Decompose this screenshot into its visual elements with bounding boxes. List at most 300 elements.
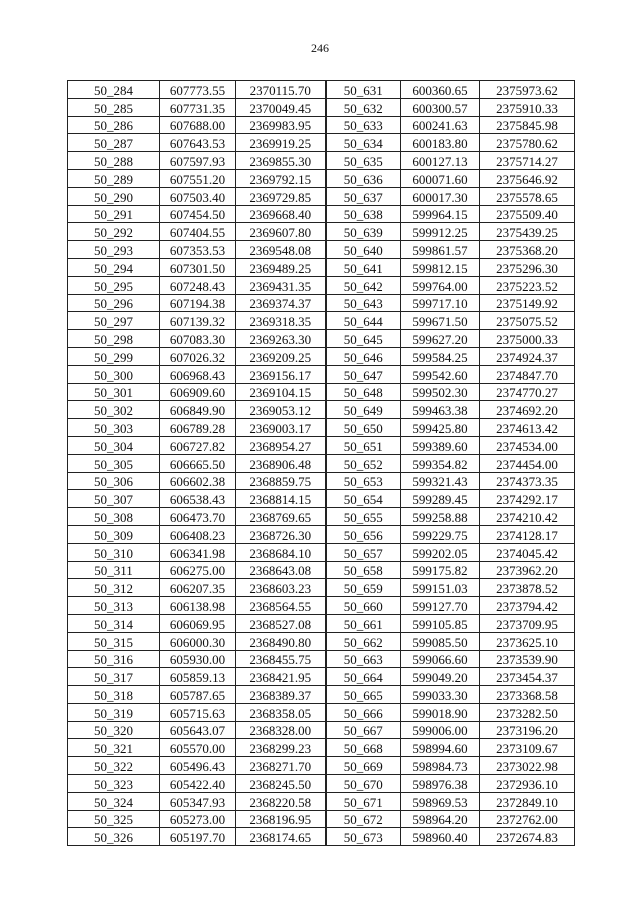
right-y-coordinate-cell: 2375509.40	[480, 205, 575, 223]
table-row	[68, 472, 575, 490]
right-y-coordinate-cell: 2373794.42	[480, 597, 575, 615]
table-row	[68, 597, 575, 615]
table-row	[68, 98, 575, 116]
right-y-coordinate-cell: 2372936.10	[480, 775, 575, 793]
left-x-coordinate-cell: 607026.32	[160, 347, 236, 365]
right-point-id-cell: 50_642	[326, 276, 401, 294]
left-x-coordinate-cell: 607301.50	[160, 258, 236, 276]
right-x-coordinate-cell: 600183.80	[401, 134, 480, 152]
left-y-coordinate-cell: 2368174.65	[236, 828, 326, 846]
left-point-id-cell: 50_298	[68, 330, 160, 348]
right-y-coordinate-cell: 2374210.42	[480, 508, 575, 526]
left-y-coordinate-cell: 2370115.70	[236, 81, 326, 99]
right-y-coordinate-cell: 2374454.00	[480, 454, 575, 472]
left-y-coordinate-cell: 2369919.25	[236, 134, 326, 152]
left-x-coordinate-cell: 606069.95	[160, 614, 236, 632]
right-y-coordinate-cell: 2375578.65	[480, 187, 575, 205]
right-x-coordinate-cell: 599912.25	[401, 223, 480, 241]
right-x-coordinate-cell: 599085.50	[401, 632, 480, 650]
left-y-coordinate-cell: 2369983.95	[236, 116, 326, 134]
right-x-coordinate-cell: 598976.38	[401, 775, 480, 793]
left-point-id-cell: 50_313	[68, 597, 160, 615]
left-x-coordinate-cell: 607454.50	[160, 205, 236, 223]
left-point-id-cell: 50_318	[68, 686, 160, 704]
left-point-id-cell: 50_293	[68, 241, 160, 259]
right-y-coordinate-cell: 2375075.52	[480, 312, 575, 330]
left-point-id-cell: 50_294	[68, 258, 160, 276]
right-point-id-cell: 50_651	[326, 436, 401, 454]
left-y-coordinate-cell: 2369792.15	[236, 169, 326, 187]
table-row	[68, 668, 575, 686]
right-y-coordinate-cell: 2374128.17	[480, 525, 575, 543]
right-point-id-cell: 50_668	[326, 739, 401, 757]
left-y-coordinate-cell: 2369318.35	[236, 312, 326, 330]
left-x-coordinate-cell: 606538.43	[160, 490, 236, 508]
table-row	[68, 614, 575, 632]
right-x-coordinate-cell: 599049.20	[401, 668, 480, 686]
right-y-coordinate-cell: 2374770.27	[480, 383, 575, 401]
left-y-coordinate-cell: 2368299.23	[236, 739, 326, 757]
left-x-coordinate-cell: 605930.00	[160, 650, 236, 668]
left-x-coordinate-cell: 605347.93	[160, 792, 236, 810]
right-y-coordinate-cell: 2375646.92	[480, 169, 575, 187]
right-x-coordinate-cell: 598960.40	[401, 828, 480, 846]
left-y-coordinate-cell: 2368954.27	[236, 436, 326, 454]
right-point-id-cell: 50_655	[326, 508, 401, 526]
left-point-id-cell: 50_310	[68, 543, 160, 561]
right-y-coordinate-cell: 2373196.20	[480, 721, 575, 739]
right-point-id-cell: 50_636	[326, 169, 401, 187]
right-y-coordinate-cell: 2373454.37	[480, 668, 575, 686]
right-y-coordinate-cell: 2373625.10	[480, 632, 575, 650]
table-row	[68, 383, 575, 401]
table-row	[68, 490, 575, 508]
left-y-coordinate-cell: 2368389.37	[236, 686, 326, 704]
left-y-coordinate-cell: 2368684.10	[236, 543, 326, 561]
left-point-id-cell: 50_295	[68, 276, 160, 294]
right-y-coordinate-cell: 2373539.90	[480, 650, 575, 668]
right-x-coordinate-cell: 599717.10	[401, 294, 480, 312]
right-y-coordinate-cell: 2374692.20	[480, 401, 575, 419]
right-x-coordinate-cell: 599463.38	[401, 401, 480, 419]
left-point-id-cell: 50_324	[68, 792, 160, 810]
right-y-coordinate-cell: 2375149.92	[480, 294, 575, 312]
left-x-coordinate-cell: 605715.63	[160, 703, 236, 721]
right-point-id-cell: 50_654	[326, 490, 401, 508]
right-y-coordinate-cell: 2375910.33	[480, 98, 575, 116]
left-x-coordinate-cell: 607353.53	[160, 241, 236, 259]
right-point-id-cell: 50_650	[326, 419, 401, 437]
right-y-coordinate-cell: 2373878.52	[480, 579, 575, 597]
left-y-coordinate-cell: 2368328.00	[236, 721, 326, 739]
right-x-coordinate-cell: 600360.65	[401, 81, 480, 99]
left-point-id-cell: 50_315	[68, 632, 160, 650]
right-point-id-cell: 50_663	[326, 650, 401, 668]
left-point-id-cell: 50_297	[68, 312, 160, 330]
table-row	[68, 650, 575, 668]
left-y-coordinate-cell: 2369489.25	[236, 258, 326, 276]
left-point-id-cell: 50_285	[68, 98, 160, 116]
left-y-coordinate-cell: 2369548.08	[236, 241, 326, 259]
left-point-id-cell: 50_326	[68, 828, 160, 846]
left-x-coordinate-cell: 607404.55	[160, 223, 236, 241]
right-x-coordinate-cell: 600300.57	[401, 98, 480, 116]
right-point-id-cell: 50_640	[326, 241, 401, 259]
table-row	[68, 258, 575, 276]
right-x-coordinate-cell: 599764.00	[401, 276, 480, 294]
left-point-id-cell: 50_302	[68, 401, 160, 419]
right-x-coordinate-cell: 599425.80	[401, 419, 480, 437]
left-point-id-cell: 50_287	[68, 134, 160, 152]
table-row	[68, 775, 575, 793]
table-row	[68, 312, 575, 330]
right-y-coordinate-cell: 2374292.17	[480, 490, 575, 508]
right-x-coordinate-cell: 599542.60	[401, 365, 480, 383]
right-point-id-cell: 50_641	[326, 258, 401, 276]
right-point-id-cell: 50_660	[326, 597, 401, 615]
left-x-coordinate-cell: 605643.07	[160, 721, 236, 739]
right-x-coordinate-cell: 599127.70	[401, 597, 480, 615]
right-y-coordinate-cell: 2374373.35	[480, 472, 575, 490]
right-x-coordinate-cell: 598984.73	[401, 757, 480, 775]
left-y-coordinate-cell: 2369607.80	[236, 223, 326, 241]
left-point-id-cell: 50_296	[68, 294, 160, 312]
right-y-coordinate-cell: 2375780.62	[480, 134, 575, 152]
table-row	[68, 686, 575, 704]
table-row	[68, 525, 575, 543]
right-y-coordinate-cell: 2375714.27	[480, 152, 575, 170]
left-point-id-cell: 50_320	[68, 721, 160, 739]
left-x-coordinate-cell: 606665.50	[160, 454, 236, 472]
left-y-coordinate-cell: 2368814.15	[236, 490, 326, 508]
right-x-coordinate-cell: 600017.30	[401, 187, 480, 205]
left-y-coordinate-cell: 2369855.30	[236, 152, 326, 170]
left-x-coordinate-cell: 606968.43	[160, 365, 236, 383]
right-y-coordinate-cell: 2373368.58	[480, 686, 575, 704]
left-x-coordinate-cell: 607597.93	[160, 152, 236, 170]
left-x-coordinate-cell: 607083.30	[160, 330, 236, 348]
left-x-coordinate-cell: 606849.90	[160, 401, 236, 419]
left-point-id-cell: 50_308	[68, 508, 160, 526]
right-x-coordinate-cell: 599321.43	[401, 472, 480, 490]
left-y-coordinate-cell: 2368220.58	[236, 792, 326, 810]
left-x-coordinate-cell: 606727.82	[160, 436, 236, 454]
right-x-coordinate-cell: 598964.20	[401, 810, 480, 828]
right-point-id-cell: 50_645	[326, 330, 401, 348]
left-y-coordinate-cell: 2368564.55	[236, 597, 326, 615]
table-row	[68, 330, 575, 348]
right-y-coordinate-cell: 2375296.30	[480, 258, 575, 276]
table-row	[68, 703, 575, 721]
left-y-coordinate-cell: 2368490.80	[236, 632, 326, 650]
left-y-coordinate-cell: 2368726.30	[236, 525, 326, 543]
left-y-coordinate-cell: 2369053.12	[236, 401, 326, 419]
right-x-coordinate-cell: 599354.82	[401, 454, 480, 472]
right-y-coordinate-cell: 2375368.20	[480, 241, 575, 259]
right-point-id-cell: 50_652	[326, 454, 401, 472]
left-point-id-cell: 50_319	[68, 703, 160, 721]
left-point-id-cell: 50_289	[68, 169, 160, 187]
table-row	[68, 454, 575, 472]
right-point-id-cell: 50_637	[326, 187, 401, 205]
left-x-coordinate-cell: 606275.00	[160, 561, 236, 579]
right-y-coordinate-cell: 2374045.42	[480, 543, 575, 561]
table-row	[68, 579, 575, 597]
left-x-coordinate-cell: 607551.20	[160, 169, 236, 187]
right-point-id-cell: 50_659	[326, 579, 401, 597]
right-point-id-cell: 50_649	[326, 401, 401, 419]
right-point-id-cell: 50_634	[326, 134, 401, 152]
table-row	[68, 365, 575, 383]
table-row	[68, 810, 575, 828]
right-point-id-cell: 50_647	[326, 365, 401, 383]
right-x-coordinate-cell: 600241.63	[401, 116, 480, 134]
right-y-coordinate-cell: 2374613.42	[480, 419, 575, 437]
left-point-id-cell: 50_303	[68, 419, 160, 437]
right-x-coordinate-cell: 599066.60	[401, 650, 480, 668]
left-x-coordinate-cell: 606408.23	[160, 525, 236, 543]
right-y-coordinate-cell: 2373282.50	[480, 703, 575, 721]
right-x-coordinate-cell: 599105.85	[401, 614, 480, 632]
right-x-coordinate-cell: 599033.30	[401, 686, 480, 704]
table-row	[68, 401, 575, 419]
left-y-coordinate-cell: 2368455.75	[236, 650, 326, 668]
right-point-id-cell: 50_631	[326, 81, 401, 99]
left-y-coordinate-cell: 2369209.25	[236, 347, 326, 365]
table-row	[68, 205, 575, 223]
right-y-coordinate-cell: 2375973.62	[480, 81, 575, 99]
right-x-coordinate-cell: 599812.15	[401, 258, 480, 276]
table-row	[68, 828, 575, 846]
right-y-coordinate-cell: 2372762.00	[480, 810, 575, 828]
left-x-coordinate-cell: 607248.43	[160, 276, 236, 294]
left-y-coordinate-cell: 2368421.95	[236, 668, 326, 686]
left-x-coordinate-cell: 605787.65	[160, 686, 236, 704]
left-y-coordinate-cell: 2369104.15	[236, 383, 326, 401]
left-point-id-cell: 50_305	[68, 454, 160, 472]
right-point-id-cell: 50_648	[326, 383, 401, 401]
right-x-coordinate-cell: 599584.25	[401, 347, 480, 365]
left-y-coordinate-cell: 2368196.95	[236, 810, 326, 828]
left-x-coordinate-cell: 605570.00	[160, 739, 236, 757]
left-y-coordinate-cell: 2368769.65	[236, 508, 326, 526]
left-x-coordinate-cell: 606000.30	[160, 632, 236, 650]
right-y-coordinate-cell: 2375000.33	[480, 330, 575, 348]
right-point-id-cell: 50_666	[326, 703, 401, 721]
right-y-coordinate-cell: 2374924.37	[480, 347, 575, 365]
left-y-coordinate-cell: 2368358.05	[236, 703, 326, 721]
right-y-coordinate-cell: 2375439.25	[480, 223, 575, 241]
left-point-id-cell: 50_307	[68, 490, 160, 508]
right-x-coordinate-cell: 598969.53	[401, 792, 480, 810]
left-point-id-cell: 50_323	[68, 775, 160, 793]
right-point-id-cell: 50_670	[326, 775, 401, 793]
right-point-id-cell: 50_665	[326, 686, 401, 704]
table-row	[68, 223, 575, 241]
left-x-coordinate-cell: 605273.00	[160, 810, 236, 828]
right-y-coordinate-cell: 2374847.70	[480, 365, 575, 383]
right-y-coordinate-cell: 2375223.52	[480, 276, 575, 294]
left-point-id-cell: 50_325	[68, 810, 160, 828]
left-y-coordinate-cell: 2368603.23	[236, 579, 326, 597]
left-y-coordinate-cell: 2369668.40	[236, 205, 326, 223]
table-row	[68, 561, 575, 579]
table-row	[68, 347, 575, 365]
left-x-coordinate-cell: 606602.38	[160, 472, 236, 490]
table-row	[68, 721, 575, 739]
left-point-id-cell: 50_312	[68, 579, 160, 597]
left-point-id-cell: 50_284	[68, 81, 160, 99]
left-point-id-cell: 50_314	[68, 614, 160, 632]
right-x-coordinate-cell: 598994.60	[401, 739, 480, 757]
left-point-id-cell: 50_321	[68, 739, 160, 757]
left-point-id-cell: 50_288	[68, 152, 160, 170]
right-x-coordinate-cell: 599861.57	[401, 241, 480, 259]
left-point-id-cell: 50_304	[68, 436, 160, 454]
right-x-coordinate-cell: 599502.30	[401, 383, 480, 401]
left-point-id-cell: 50_316	[68, 650, 160, 668]
left-x-coordinate-cell: 607194.38	[160, 294, 236, 312]
right-y-coordinate-cell: 2373962.20	[480, 561, 575, 579]
right-point-id-cell: 50_644	[326, 312, 401, 330]
table-row	[68, 294, 575, 312]
left-y-coordinate-cell: 2369156.17	[236, 365, 326, 383]
right-point-id-cell: 50_671	[326, 792, 401, 810]
left-y-coordinate-cell: 2368859.75	[236, 472, 326, 490]
right-point-id-cell: 50_669	[326, 757, 401, 775]
table-row	[68, 792, 575, 810]
left-x-coordinate-cell: 607773.55	[160, 81, 236, 99]
left-x-coordinate-cell: 606207.35	[160, 579, 236, 597]
left-point-id-cell: 50_306	[68, 472, 160, 490]
table-row	[68, 241, 575, 259]
left-x-coordinate-cell: 605859.13	[160, 668, 236, 686]
right-y-coordinate-cell: 2373109.67	[480, 739, 575, 757]
table-row	[68, 436, 575, 454]
right-x-coordinate-cell: 599289.45	[401, 490, 480, 508]
left-point-id-cell: 50_300	[68, 365, 160, 383]
table-row	[68, 81, 575, 99]
right-y-coordinate-cell: 2373709.95	[480, 614, 575, 632]
right-x-coordinate-cell: 600071.60	[401, 169, 480, 187]
table-row	[68, 739, 575, 757]
table-row	[68, 152, 575, 170]
right-point-id-cell: 50_646	[326, 347, 401, 365]
left-x-coordinate-cell: 607688.00	[160, 116, 236, 134]
left-point-id-cell: 50_290	[68, 187, 160, 205]
left-y-coordinate-cell: 2368906.48	[236, 454, 326, 472]
right-y-coordinate-cell: 2373022.98	[480, 757, 575, 775]
right-point-id-cell: 50_662	[326, 632, 401, 650]
table-row	[68, 632, 575, 650]
table-row	[68, 169, 575, 187]
right-x-coordinate-cell: 599229.75	[401, 525, 480, 543]
table-row	[68, 276, 575, 294]
left-x-coordinate-cell: 607503.40	[160, 187, 236, 205]
right-point-id-cell: 50_667	[326, 721, 401, 739]
left-point-id-cell: 50_309	[68, 525, 160, 543]
left-y-coordinate-cell: 2370049.45	[236, 98, 326, 116]
left-x-coordinate-cell: 605496.43	[160, 757, 236, 775]
right-point-id-cell: 50_643	[326, 294, 401, 312]
left-x-coordinate-cell: 605197.70	[160, 828, 236, 846]
left-point-id-cell: 50_322	[68, 757, 160, 775]
right-x-coordinate-cell: 599202.05	[401, 543, 480, 561]
left-x-coordinate-cell: 606789.28	[160, 419, 236, 437]
table-row	[68, 757, 575, 775]
left-x-coordinate-cell: 606473.70	[160, 508, 236, 526]
right-x-coordinate-cell: 599671.50	[401, 312, 480, 330]
right-point-id-cell: 50_658	[326, 561, 401, 579]
left-x-coordinate-cell: 606341.98	[160, 543, 236, 561]
table-row	[68, 419, 575, 437]
left-point-id-cell: 50_317	[68, 668, 160, 686]
left-x-coordinate-cell: 605422.40	[160, 775, 236, 793]
left-point-id-cell: 50_299	[68, 347, 160, 365]
table-row	[68, 116, 575, 134]
right-point-id-cell: 50_632	[326, 98, 401, 116]
right-x-coordinate-cell: 599151.03	[401, 579, 480, 597]
left-x-coordinate-cell: 607139.32	[160, 312, 236, 330]
table-row	[68, 187, 575, 205]
left-x-coordinate-cell: 607643.53	[160, 134, 236, 152]
right-x-coordinate-cell: 600127.13	[401, 152, 480, 170]
left-point-id-cell: 50_291	[68, 205, 160, 223]
coordinates-table	[67, 80, 575, 846]
right-point-id-cell: 50_638	[326, 205, 401, 223]
right-point-id-cell: 50_635	[326, 152, 401, 170]
right-y-coordinate-cell: 2375845.98	[480, 116, 575, 134]
right-x-coordinate-cell: 599006.00	[401, 721, 480, 739]
left-point-id-cell: 50_292	[68, 223, 160, 241]
right-x-coordinate-cell: 599258.88	[401, 508, 480, 526]
right-x-coordinate-cell: 599627.20	[401, 330, 480, 348]
left-y-coordinate-cell: 2369729.85	[236, 187, 326, 205]
coordinates-table-body	[68, 81, 575, 846]
right-point-id-cell: 50_657	[326, 543, 401, 561]
table-row	[68, 508, 575, 526]
left-y-coordinate-cell: 2369003.17	[236, 419, 326, 437]
right-point-id-cell: 50_639	[326, 223, 401, 241]
left-point-id-cell: 50_286	[68, 116, 160, 134]
right-x-coordinate-cell: 599389.60	[401, 436, 480, 454]
left-y-coordinate-cell: 2369263.30	[236, 330, 326, 348]
left-y-coordinate-cell: 2368527.08	[236, 614, 326, 632]
right-point-id-cell: 50_673	[326, 828, 401, 846]
left-y-coordinate-cell: 2368271.70	[236, 757, 326, 775]
right-x-coordinate-cell: 599964.15	[401, 205, 480, 223]
left-y-coordinate-cell: 2369431.35	[236, 276, 326, 294]
left-y-coordinate-cell: 2368245.50	[236, 775, 326, 793]
left-x-coordinate-cell: 606909.60	[160, 383, 236, 401]
table-row	[68, 543, 575, 561]
table-row	[68, 134, 575, 152]
right-point-id-cell: 50_661	[326, 614, 401, 632]
left-point-id-cell: 50_301	[68, 383, 160, 401]
right-point-id-cell: 50_672	[326, 810, 401, 828]
right-x-coordinate-cell: 599018.90	[401, 703, 480, 721]
right-point-id-cell: 50_664	[326, 668, 401, 686]
right-point-id-cell: 50_653	[326, 472, 401, 490]
left-x-coordinate-cell: 607731.35	[160, 98, 236, 116]
right-point-id-cell: 50_633	[326, 116, 401, 134]
page-number: 246	[311, 41, 329, 55]
right-y-coordinate-cell: 2374534.00	[480, 436, 575, 454]
right-y-coordinate-cell: 2372849.10	[480, 792, 575, 810]
left-y-coordinate-cell: 2368643.08	[236, 561, 326, 579]
right-point-id-cell: 50_656	[326, 525, 401, 543]
right-x-coordinate-cell: 599175.82	[401, 561, 480, 579]
